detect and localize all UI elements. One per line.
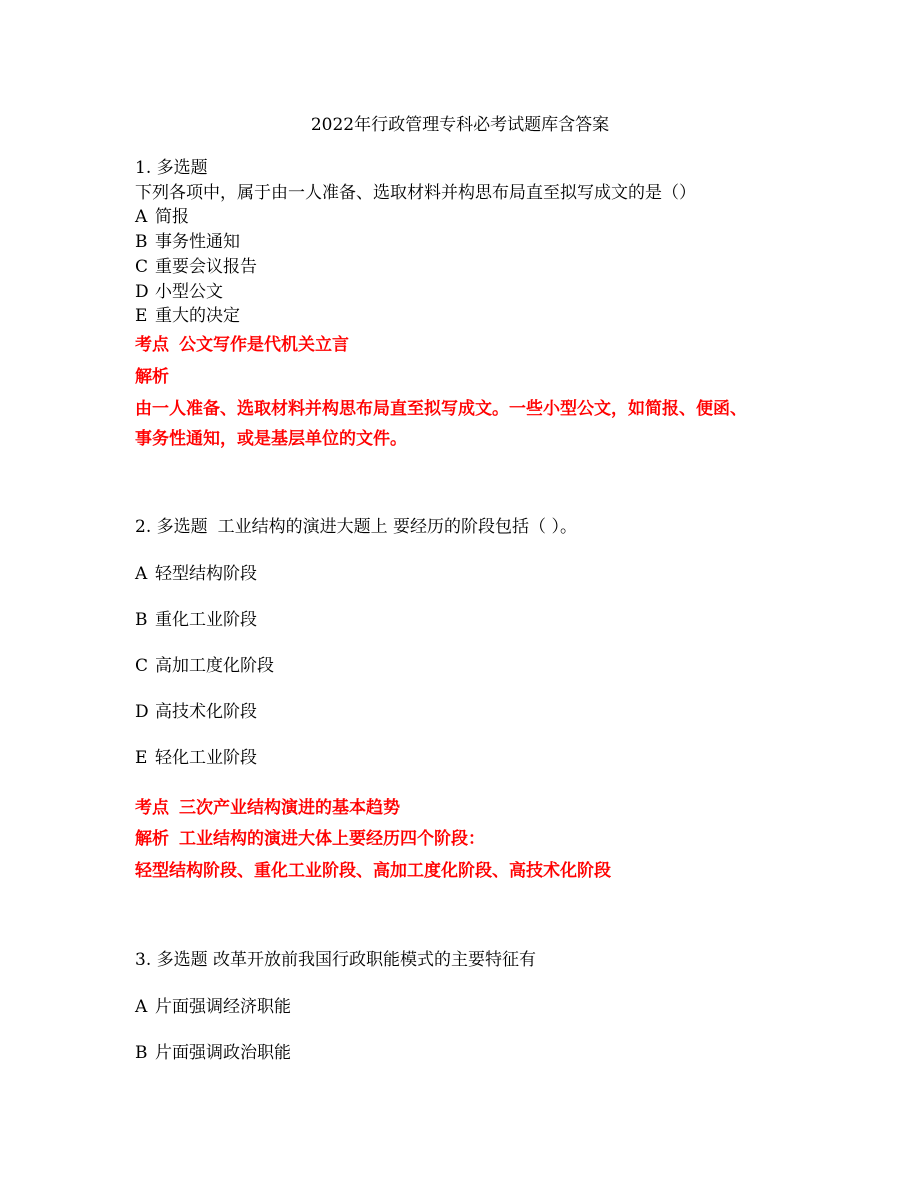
jiexi-label: 解析	[135, 829, 169, 849]
option-text: 事务性通知	[155, 232, 240, 252]
question-3-header	[135, 949, 536, 971]
option-letter: B	[135, 1043, 148, 1063]
option-letter: A	[135, 564, 148, 584]
option-text: 重化工业阶段	[155, 610, 257, 630]
question-2-type: 多选题	[156, 517, 208, 537]
question-2-kaodian	[135, 797, 400, 819]
option-text: 片面强调经济职能	[155, 997, 291, 1017]
kaodian-label: 考点	[135, 335, 169, 355]
option-letter: C	[135, 257, 149, 277]
question-2-option-c	[135, 655, 274, 677]
question-2-stem: 工业结构的演进大题上 要经历的阶段包括（ ）。	[217, 517, 577, 537]
question-3-option-a	[135, 996, 291, 1018]
option-text: 简报	[155, 207, 189, 227]
question-2-option-d	[135, 701, 257, 723]
option-letter: C	[135, 656, 149, 676]
question-1-header	[135, 157, 208, 179]
question-2-number: 2.	[135, 517, 152, 537]
question-1-kaodian	[135, 334, 349, 356]
kaodian-label: 考点	[135, 798, 169, 818]
question-3-option-b	[135, 1042, 291, 1064]
option-letter: D	[135, 702, 149, 722]
option-letter: B	[135, 610, 148, 630]
option-text: 高加工度化阶段	[155, 656, 274, 676]
kaodian-text: 三次产业结构演进的基本趋势	[179, 798, 400, 818]
question-1-stem: 下列各项中，属于由一人准备、选取材料并构思布局直至拟写成文的是（）	[135, 183, 696, 203]
option-text: 重大的决定	[155, 306, 240, 326]
option-letter: A	[135, 997, 148, 1017]
question-1-option-d	[135, 281, 223, 303]
option-text: 高技术化阶段	[155, 702, 257, 722]
question-2-jiexi-line-2: 轻型结构阶段、重化工业阶段、高加工度化阶段、高技术化阶段	[135, 861, 611, 881]
option-text: 轻化工业阶段	[155, 748, 257, 768]
question-1-type: 多选题	[156, 158, 208, 178]
option-letter: A	[135, 207, 148, 227]
option-text: 片面强调政治职能	[155, 1043, 291, 1063]
question-1-option-e	[135, 305, 240, 327]
question-2-option-a	[135, 563, 257, 585]
option-letter: B	[135, 232, 148, 252]
question-2-header	[135, 516, 577, 538]
question-2-jiexi	[135, 828, 485, 850]
question-3-type: 多选题	[156, 950, 208, 970]
option-letter: E	[135, 748, 148, 768]
option-letter: D	[135, 282, 149, 302]
question-2-option-e	[135, 747, 257, 769]
question-2-option-b	[135, 609, 257, 631]
option-text: 小型公文	[155, 282, 223, 302]
option-letter: E	[135, 306, 148, 326]
option-text: 轻型结构阶段	[155, 564, 257, 584]
question-1-jiexi-line-1: 由一人准备、选取材料并构思布局直至拟写成文。一些小型公文，如简报、便函、	[135, 399, 747, 419]
jiexi-text: 工业结构的演进大体上要经历四个阶段：	[179, 829, 485, 849]
question-1-option-c	[135, 256, 257, 278]
document-title: 2022年行政管理专科必考试题库含答案	[310, 115, 610, 135]
question-1-number: 1.	[135, 158, 152, 178]
question-3-stem: 改革开放前我国行政职能模式的主要特征有	[213, 950, 537, 970]
question-1-option-b	[135, 231, 240, 253]
question-1-jiexi-line-2: 事务性通知，或是基层单位的文件。	[135, 429, 407, 449]
question-3-number: 3.	[135, 950, 152, 970]
kaodian-text: 公文写作是代机关立言	[179, 335, 349, 355]
question-1-jiexi-label: 解析	[135, 367, 169, 387]
question-1-option-a	[135, 206, 189, 228]
option-text: 重要会议报告	[155, 257, 257, 277]
